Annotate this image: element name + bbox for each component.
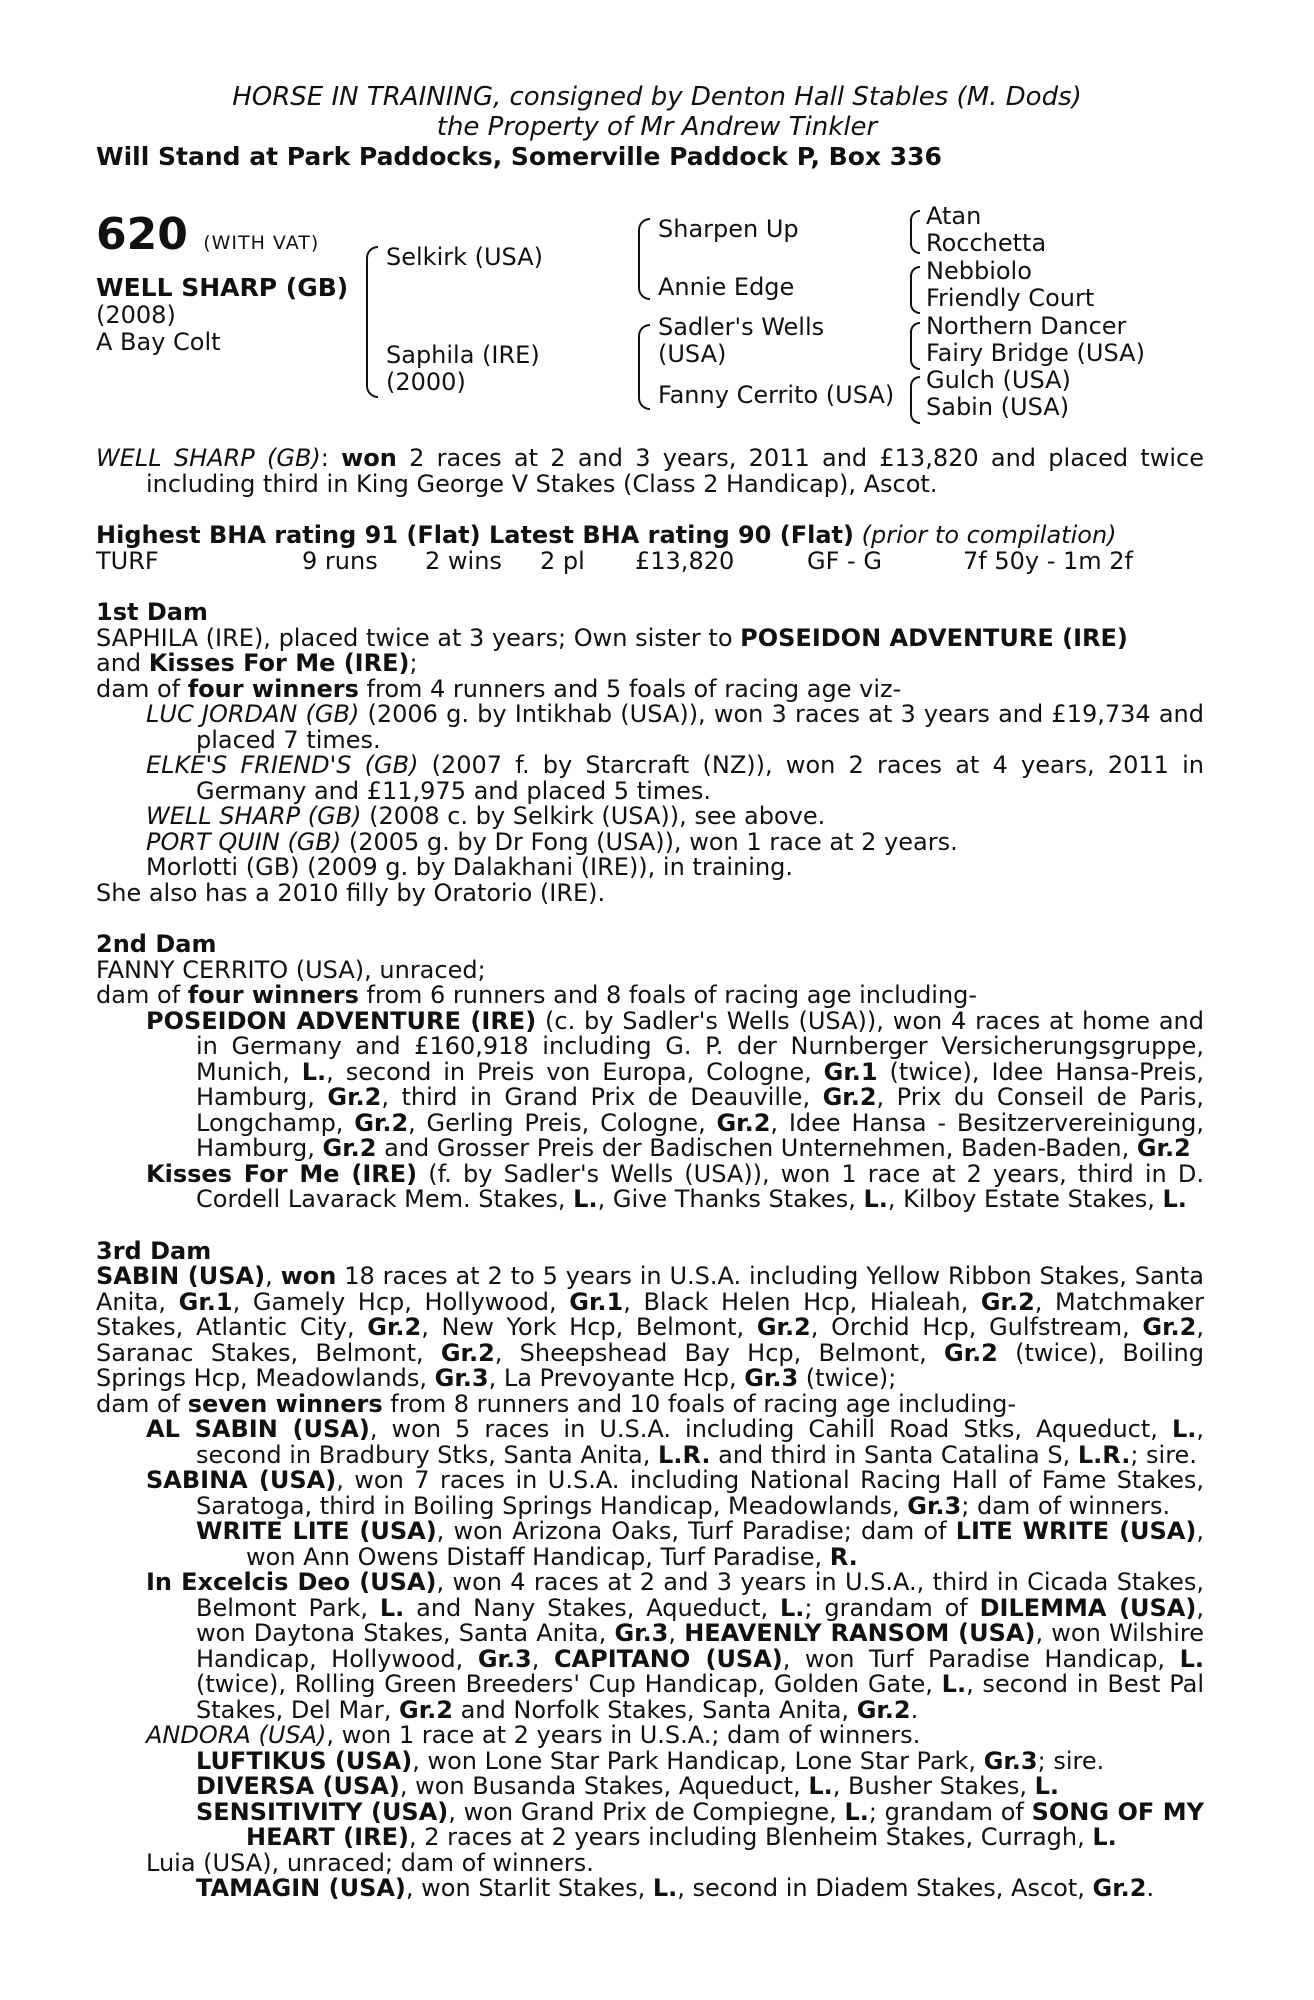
text-run: (twice), Idee Hansa-Preis, Hamburg, xyxy=(196,1057,1204,1111)
text-run: , won 7 races in U.S.A. including National Racing Hall of Fame Stakes, Saratoga, third in Boiling Springs Handicap, Meadowlands, xyxy=(196,1466,1204,1520)
horse-year: (2008) xyxy=(96,301,176,329)
text-run: won xyxy=(341,444,397,472)
text-run: Gr.1 xyxy=(823,1057,878,1086)
ss-dam: Rocchetta xyxy=(926,229,1047,257)
text-run: ELKE'S FRIEND'S (GB) xyxy=(146,751,419,779)
horse-description: A Bay Colt xyxy=(96,328,221,356)
text-run: , xyxy=(531,1644,554,1673)
text-run: (2007 f. by Starcraft (NZ)), won 2 races at 4 years, 2011 in Germany and £11,975 and placed 5 times. xyxy=(196,751,1204,805)
text-run: , Busher Stakes, xyxy=(832,1772,1035,1800)
dam-sire-country: (USA) xyxy=(658,340,727,368)
grand-produce-entry xyxy=(96,1519,1204,1570)
text-run: , Black Helen Hcp, Hialeah, xyxy=(623,1287,981,1316)
text-run: L. xyxy=(941,1670,967,1698)
text-run: , won Grand Prix de Compiegne, xyxy=(448,1797,845,1826)
text-run: L. xyxy=(301,1057,327,1086)
text-run: In Excelcis Deo (USA) xyxy=(146,1568,437,1596)
produce-entry: In Excelcis Deo (USA), won 4 races at 2 and 3 years in U.S.A., third in Cicada Stakes, Belmont Park, L. and Nany Stakes, Aqueduct, L.; grandam of DILEMMA (USA), won Daytona Stakes, Santa Anita, Gr.3, HEAVENLY RANSOM (USA), won Wilshire Handicap, Hollywood, Gr.3, CAPITANO (USA), won Turf Paradise Handicap, L. (twice), Rolling Green Breeders' Cup Handicap, Golden Gate, L., second in Best Pal Stakes, Del Mar, Gr.2 and Norfolk Stakes, Santa Anita, Gr.2. xyxy=(146,1568,1205,1724)
text-run: L. xyxy=(1092,1823,1117,1851)
text-run: , won 5 races in U.S.A. including Cahill Road Stks, Aqueduct, xyxy=(369,1415,1172,1443)
text-run: from 6 runners and 8 foals of racing age including- xyxy=(358,981,978,1009)
text-run: Gr.2 xyxy=(1092,1874,1147,1902)
text-run: L. xyxy=(780,1593,805,1622)
text-run: from 4 runners and 5 foals of racing age viz- xyxy=(358,674,902,703)
distance: 7f 50y - 1m 2f xyxy=(963,546,1134,575)
text-run: L.R. xyxy=(658,1440,711,1469)
text-run: , second in Best Pal Stakes, Del Mar, xyxy=(196,1670,1204,1724)
text-run: and Norfolk Stakes, Santa Anita, xyxy=(452,1695,857,1724)
text-run: SABIN (USA) xyxy=(96,1262,266,1290)
text-run: Gr.2 xyxy=(440,1338,495,1367)
text-run: from 8 runners and 10 foals of racing age including- xyxy=(382,1389,1017,1418)
text-run: Gr.2 xyxy=(399,1695,453,1724)
text-run: Gr.2 xyxy=(327,1083,382,1111)
text-run: WELL SHARP (GB) xyxy=(146,802,362,830)
third-dam-record xyxy=(96,1264,1204,1392)
text-run: Gr.3 xyxy=(614,1619,669,1647)
text-run: ANDORA (USA) xyxy=(146,1721,327,1749)
text-run: SABINA (USA) xyxy=(146,1466,337,1494)
text-run: L. xyxy=(652,1874,678,1902)
text-run: , xyxy=(265,1262,281,1290)
text-run: , won Daytona Stakes, Santa Anita, xyxy=(196,1593,1204,1647)
race-record xyxy=(96,446,1204,1902)
text-run: and Grosser Preis der Badischen Unternehmen, Baden-Baden, xyxy=(376,1134,1137,1162)
text-run: , won Arizona Oaks, Turf Paradise; dam of xyxy=(436,1517,956,1545)
ds-dam: Fairy Bridge (USA) xyxy=(926,339,1145,367)
first-dam-line xyxy=(96,623,1204,652)
text-run: Gr.3 xyxy=(477,1644,532,1673)
text-run: SENSITIVITY (USA) xyxy=(196,1797,449,1826)
gg-brace-4 xyxy=(910,376,920,424)
summary-paragraph: WELL SHARP (GB): won 2 races at 2 and 3 years, 2011 and £13,820 and placed twice including third in King George V Stakes (Class 2 Handicap), Ascot. xyxy=(96,444,1205,498)
consignor-line: HORSE IN TRAINING, consigned by Denton Hall Stables (M. Dods) xyxy=(232,82,1082,112)
text-run: AL SABIN (USA) xyxy=(146,1415,370,1443)
sire-line-brace xyxy=(638,218,650,300)
sire-dam: Annie Edge xyxy=(658,273,795,301)
third-dam-produce-summary xyxy=(96,1389,1204,1418)
text-run: dam of xyxy=(96,674,188,703)
text-run: , won Turf Paradise Handicap, xyxy=(782,1644,1180,1673)
text-run: Gr.3 xyxy=(907,1491,962,1520)
text-run: Gr.1 xyxy=(178,1287,233,1316)
text-run: , second in Preis von Europa, Cologne, xyxy=(326,1057,824,1086)
text-run: and Nany Stakes, Aqueduct, xyxy=(404,1593,780,1622)
gg-brace-3 xyxy=(910,322,920,370)
text-run: Gr.3 xyxy=(744,1364,799,1392)
text-run: L. xyxy=(1171,1415,1197,1443)
text-run: (f. by Sadler's Wells (USA)), won 1 race at 2 years, third in D. Cordell Lavarack Mem. Stakes, xyxy=(196,1159,1204,1213)
text-run: , won Busanda Stakes, Aqueduct, xyxy=(399,1772,809,1800)
text-run: Gr.2 xyxy=(322,1134,377,1162)
text-run: LITE WRITE (USA) xyxy=(955,1517,1197,1545)
text-run: ; grandam of xyxy=(804,1593,980,1622)
text-run: , Orchid Hcp, Gulfstream, xyxy=(810,1313,1143,1341)
text-run: (twice); xyxy=(798,1364,897,1392)
grand-produce-entry: TAMAGIN (USA), won Starlit Stakes, L., second in Diadem Stakes, Ascot, Gr.2. xyxy=(196,1874,1155,1902)
dam-year: (2000) xyxy=(386,368,466,396)
text-run: Gr.2 xyxy=(367,1313,422,1341)
text-run: R. xyxy=(829,1542,858,1571)
going: GF - G xyxy=(807,546,882,575)
sire-sire: Sharpen Up xyxy=(658,215,799,243)
text-run: WELL SHARP (GB) xyxy=(96,444,321,472)
second-dam-heading: 2nd Dam xyxy=(96,930,217,958)
sd-sire: Nebbiolo xyxy=(926,257,1032,285)
text-run: Gr.2 xyxy=(756,1313,811,1341)
text-run: and xyxy=(96,649,149,677)
text-run: SONG OF MY HEART (IRE) xyxy=(246,1797,1204,1851)
text-run: Kisses For Me (IRE) xyxy=(146,1159,418,1188)
dd-sire: Gulch (USA) xyxy=(926,366,1071,394)
gg-brace-2 xyxy=(910,266,920,314)
text-run: ; xyxy=(409,649,418,677)
produce-entry xyxy=(96,1417,1204,1468)
text-run: , Gamely Hcp, Hollywood, xyxy=(232,1287,570,1316)
text-run: , won 1 race at 2 years in U.S.A.; dam of winners. xyxy=(326,1721,921,1749)
dam-sire: Sadler's Wells xyxy=(658,313,825,341)
text-run: ; dam of winners. xyxy=(961,1491,1171,1520)
text-run: and third in Santa Catalina S, xyxy=(710,1440,1078,1469)
text-run: , 2 races at 2 years including Blenheim Stakes, Curragh, xyxy=(408,1823,1093,1851)
text-run: L. xyxy=(1179,1644,1205,1673)
property-line: the Property of Mr Andrew Tinkler xyxy=(436,112,878,142)
location-line: Will Stand at Park Paddocks, Somerville Paddock P, Box 336 xyxy=(96,142,942,171)
text-run: (2008 c. by Selkirk (USA)), see above. xyxy=(361,802,826,830)
prize-money: £13,820 xyxy=(635,546,735,575)
text-run: Gr.3 xyxy=(434,1364,489,1392)
horse-name: WELL SHARP (GB) xyxy=(96,273,349,302)
text-run: Gr.2 xyxy=(943,1338,998,1367)
produce-entry xyxy=(96,1159,1204,1213)
text-run: Gr.2 xyxy=(822,1083,877,1111)
text-run: , Gerling Preis, Cologne, xyxy=(408,1108,717,1137)
produce-entry: Luia (USA), unraced; dam of winners. xyxy=(146,1848,594,1877)
dam-dam: Fanny Cerrito (USA) xyxy=(658,381,895,409)
text-run: , won 4 races at 2 and 3 years in U.S.A., third in Cicada Stakes, Belmont Park, xyxy=(196,1568,1204,1622)
placed: 2 pl xyxy=(540,546,585,575)
sire: Selkirk (USA) xyxy=(386,243,544,271)
text-run: , xyxy=(668,1619,685,1647)
dam-line-brace xyxy=(638,324,650,410)
lot-number: 620 xyxy=(96,209,188,260)
grand-produce-entry xyxy=(96,1797,1204,1851)
text-run: , Give Thanks Stakes, xyxy=(597,1185,864,1213)
produce-entry xyxy=(96,827,1204,856)
text-run: Gr.1 xyxy=(569,1287,624,1316)
text-run: , La Prevoyante Hcp, xyxy=(488,1364,745,1392)
text-run: PORT QUIN (GB) xyxy=(146,827,342,856)
produce-entry: Morlotti (GB) (2009 g. by Dalakhani (IRE)), in training. xyxy=(146,853,794,881)
runs: 9 runs xyxy=(302,546,378,575)
produce-entry xyxy=(96,753,1204,804)
produce-entry xyxy=(96,702,1204,753)
text-run: , Idee Hansa - Besitzervereinigung, Hamburg, xyxy=(196,1108,1205,1162)
text-run: (2005 g. by Dr Fong (USA)), won 1 race at 2 years. xyxy=(341,827,958,856)
text-run: Gr.3 xyxy=(983,1746,1038,1775)
text-run: , won Wilshire Handicap, Hollywood, xyxy=(196,1619,1204,1673)
text-run: , Kilboy Estate Stakes, xyxy=(887,1185,1163,1213)
text-run: L. xyxy=(1162,1185,1187,1213)
text-run: LUC JORDAN (GB) xyxy=(146,700,360,728)
text-run: WRITE LITE (USA) xyxy=(196,1517,437,1545)
text-run: (twice), Boiling Springs Hcp, Meadowlands, xyxy=(96,1338,1204,1392)
lot-header xyxy=(0,82,1314,172)
sd-dam: Friendly Court xyxy=(926,284,1095,312)
text-run: HEAVENLY RANSOM (USA) xyxy=(684,1619,1036,1647)
produce-entry xyxy=(96,1006,1205,1162)
dam: Saphila (IRE) xyxy=(386,341,540,369)
text-run: DIVERSA (USA) xyxy=(196,1772,400,1800)
grand-produce-entry xyxy=(96,1774,1204,1800)
text-run: , New York Hcp, Belmont, xyxy=(421,1313,757,1341)
text-run: , second in Bradbury Stks, Santa Anita, xyxy=(196,1415,1205,1469)
text-run: (prior to compilation) xyxy=(861,521,1117,549)
text-run: Highest BHA rating 91 (Flat) Latest BHA rating 90 (Flat) xyxy=(96,521,854,549)
text-run: Gr.2 xyxy=(1142,1313,1197,1341)
produce-entry xyxy=(96,804,1204,830)
text-run: POSEIDON ADVENTURE (IRE) xyxy=(146,1006,537,1035)
text-run: L. xyxy=(573,1185,598,1213)
text-run: dam of xyxy=(96,1389,188,1418)
text-run: POSEIDON ADVENTURE (IRE) xyxy=(740,623,1128,652)
text-run: L. xyxy=(844,1797,869,1826)
text-run: L. xyxy=(379,1593,405,1622)
text-run: dam of xyxy=(96,981,188,1009)
text-run: L. xyxy=(863,1185,888,1213)
text-run: ; grandam of xyxy=(868,1797,1032,1826)
sire-dam-brace xyxy=(366,246,378,398)
dd-dam: Sabin (USA) xyxy=(926,393,1070,421)
text-run: L.R. xyxy=(1077,1440,1131,1469)
text-run: Gr.2 xyxy=(980,1287,1035,1316)
text-run: SAPHILA (IRE), placed twice at 3 years; Own sister to xyxy=(96,623,741,652)
text-run: Kisses For Me (IRE) xyxy=(148,649,410,677)
text-run: (twice), Rolling Green Breeders' Cup Handicap, Golden Gate, xyxy=(196,1670,942,1698)
gg-brace-1 xyxy=(910,210,920,254)
rating-heading xyxy=(96,523,1204,549)
text-run: 18 races at 2 to 5 years in U.S.A. including Yellow Ribbon Stakes, Santa Anita, xyxy=(96,1262,1204,1316)
ss-sire: Atan xyxy=(926,202,982,230)
text-run: 2 races at 2 and 3 years, 2011 and £13,820 and placed twice including third in King George V Stakes (Class 2 Handicap), Ascot. xyxy=(146,444,1205,498)
text-run: L. xyxy=(1034,1772,1060,1800)
text-run: four winners xyxy=(187,981,359,1009)
third-dam-heading: 3rd Dam xyxy=(96,1236,212,1265)
grand-produce-entry xyxy=(96,1746,1204,1775)
text-run: four winners xyxy=(187,674,359,703)
text-run: , won Ann Owens Distaff Handicap, Turf Paradise, xyxy=(246,1517,1204,1571)
text-run: DILEMMA (USA) xyxy=(979,1593,1197,1622)
text-run: Gr.2 xyxy=(354,1108,409,1137)
wins: 2 wins xyxy=(425,546,502,575)
text-run: , won Lone Star Park Handicap, Lone Star Park, xyxy=(412,1746,984,1775)
surface: TURF xyxy=(96,546,159,575)
text-run: (2006 g. by Intikhab (USA)), won 3 races at 3 years and £19,734 and placed 7 times. xyxy=(196,700,1204,754)
text-run: , Sheepshead Bay Hcp, Belmont, xyxy=(494,1338,944,1367)
text-run: , third in Grand Prix de Deauville, xyxy=(381,1083,823,1111)
first-dam-line-2 xyxy=(96,651,1204,677)
text-run: Gr.2 xyxy=(856,1695,911,1724)
text-run: , Saranac Stakes, Belmont, xyxy=(96,1313,1204,1367)
lot-number-block xyxy=(96,209,320,266)
ds-sire: Northern Dancer xyxy=(926,312,1127,340)
text-run: (c. by Sadler's Wells (USA)), won 4 races at home and in Germany and £160,918 including G. P. der Nurnberger Versicherungsgruppe, Munich, xyxy=(196,1006,1205,1086)
produce-entry xyxy=(96,1468,1204,1519)
text-run: LUFTIKUS (USA) xyxy=(196,1746,413,1775)
text-run: L. xyxy=(808,1772,833,1800)
first-dam-produce-summary xyxy=(96,674,1204,703)
rating-row xyxy=(96,546,1204,575)
produce-entry xyxy=(96,1723,1204,1749)
text-run: Gr.2 xyxy=(716,1108,771,1137)
text-run: TAMAGIN (USA) xyxy=(196,1874,406,1902)
first-dam-heading: 1st Dam xyxy=(96,598,208,626)
first-dam-footer: She also has a 2010 filly by Oratorio (IRE). xyxy=(96,878,606,907)
vat-label: (WITH VAT) xyxy=(203,232,320,254)
text-run: , Matchmaker Stakes, Atlantic City, xyxy=(96,1287,1205,1341)
text-run: won xyxy=(280,1262,337,1290)
text-run: CAPITANO (USA) xyxy=(553,1644,783,1673)
text-run: , Prix du Conseil de Paris, Longchamp, xyxy=(196,1083,1204,1137)
text-run: Gr.2 xyxy=(1136,1134,1191,1162)
text-run: , second in Diadem Stakes, Ascot, xyxy=(677,1874,1093,1902)
second-dam-produce-summary xyxy=(96,983,1204,1009)
text-run: ; sire. xyxy=(1130,1440,1197,1469)
text-run: ; sire. xyxy=(1037,1746,1105,1775)
text-run: seven winners xyxy=(187,1389,383,1418)
second-dam-line: FANNY CERRITO (USA), unraced; xyxy=(96,955,486,984)
text-run: , won Starlit Stakes, xyxy=(405,1874,653,1902)
